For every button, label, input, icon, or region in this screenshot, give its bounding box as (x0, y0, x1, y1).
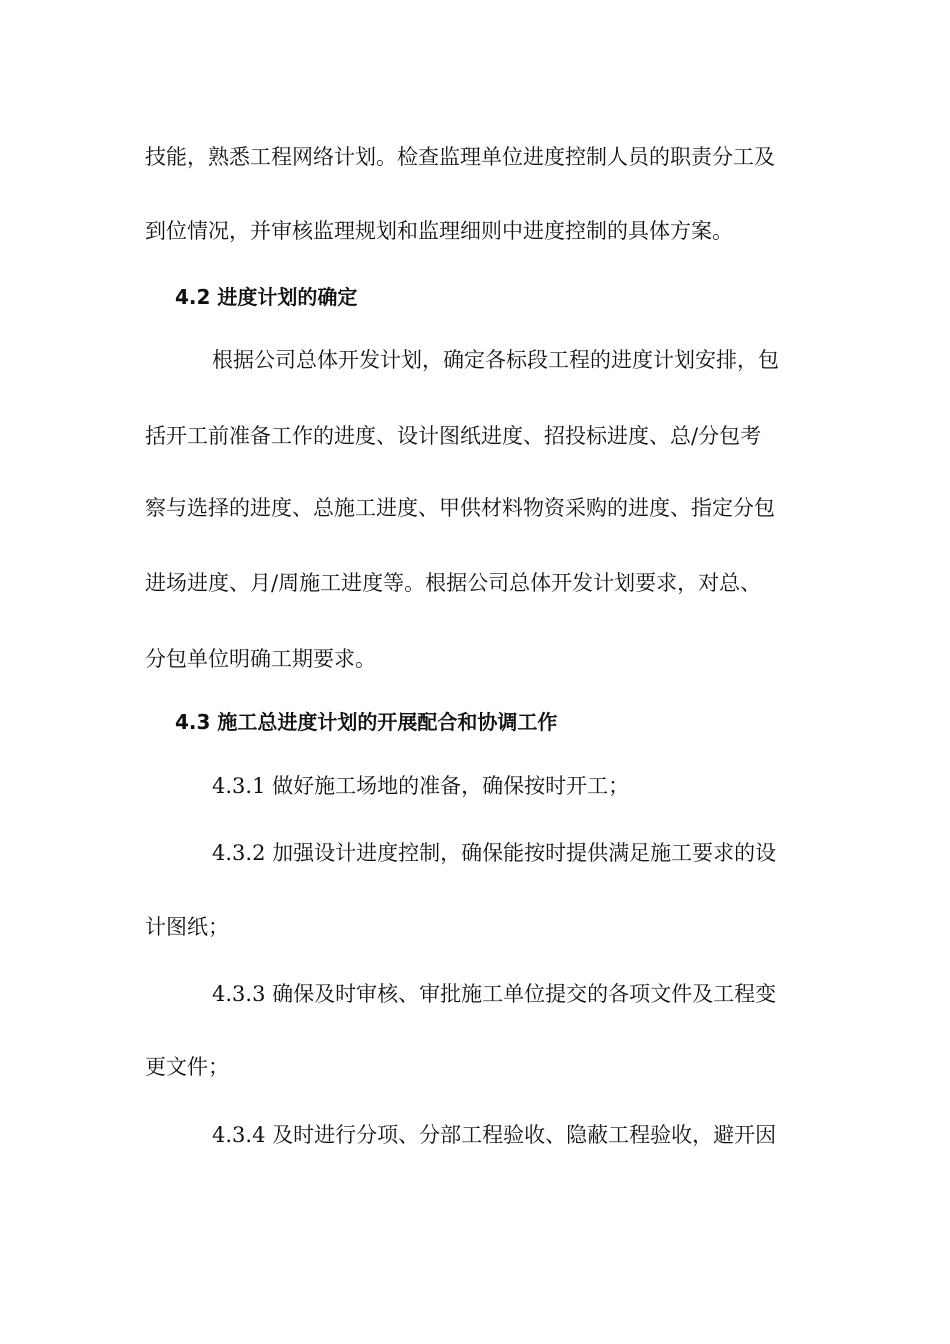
list-item-4-3-1: 4.3.1 做好施工场地的准备，确保按时开工； (212, 774, 630, 798)
paragraph-line: 根据公司总体开发计划，确定各标段工程的进度计划安排，包 (212, 348, 779, 372)
list-item-4-3-3-continuation: 更文件； (145, 1055, 229, 1079)
section-heading-4-3: 4.3 施工总进度计划的开展配合和协调工作 (175, 710, 558, 734)
paragraph-line: 察与选择的进度、总施工进度、甲供材料物资采购的进度、指定分包 (145, 496, 775, 520)
paragraph-line: 技能，熟悉工程网络计划。检查监理单位进度控制人员的职责分工及 (145, 145, 775, 169)
list-item-4-3-4: 4.3.4 及时进行分项、分部工程验收、隐蔽工程验收，避开因 (212, 1123, 777, 1147)
list-item-4-3-2: 4.3.2 加强设计进度控制，确保能按时提供满足施工要求的设 (212, 841, 777, 865)
list-item-4-3-2-continuation: 计图纸； (145, 915, 229, 939)
paragraph-line: 分包单位明确工期要求。 (145, 647, 376, 671)
paragraph-line: 到位情况，并审核监理规划和监理细则中进度控制的具体方案。 (145, 219, 733, 243)
list-item-4-3-3: 4.3.3 确保及时审核、审批施工单位提交的各项文件及工程变 (212, 982, 777, 1006)
paragraph-line: 进场进度、月/周施工进度等。根据公司总体开发计划要求，对总、 (145, 571, 762, 595)
paragraph-line: 括开工前准备工作的进度、设计图纸进度、招投标进度、总/分包考 (145, 424, 762, 448)
section-heading-4-2: 4.2 进度计划的确定 (175, 285, 358, 309)
